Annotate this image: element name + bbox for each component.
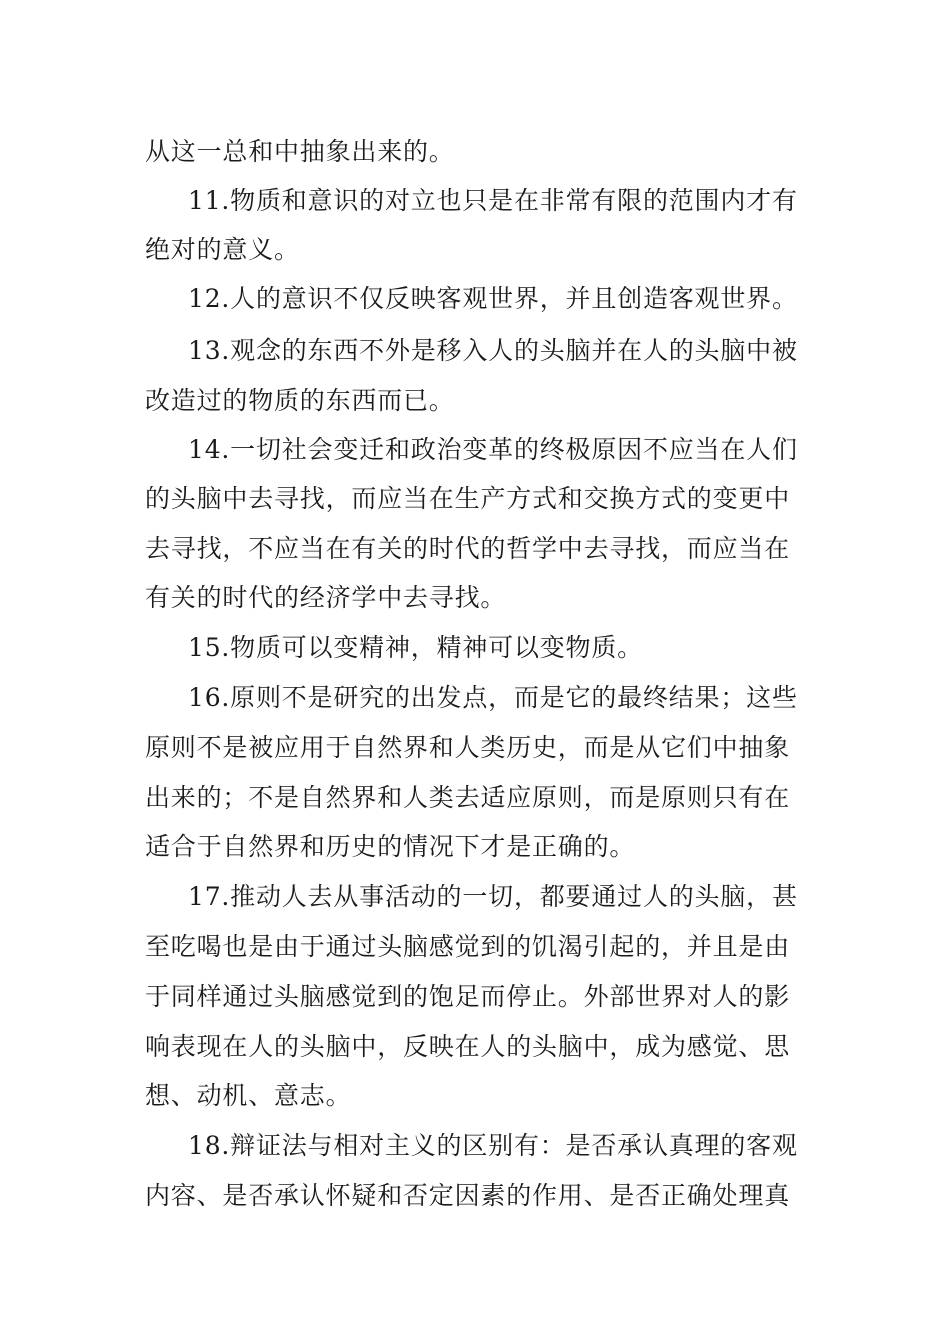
- text-line: 去寻找，不应当在有关的时代的哲学中去寻找，而应当在: [145, 534, 791, 563]
- text-line: 有关的时代的经济学中去寻找。: [145, 583, 507, 612]
- text-line: 响表现在人的头脑中，反映在人的头脑中，成为感觉、思: [145, 1032, 791, 1061]
- item-14-line: 14.一切社会变迁和政治变革的终极原因不应当在人们: [188, 435, 798, 464]
- text-line: 适合于自然界和历史的情况下才是正确的。: [145, 832, 636, 861]
- text-line: 出来的；不是自然界和人类去适应原则，而是原则只有在: [145, 783, 791, 812]
- text-line: 于同样通过头脑感觉到的饱足而停止。外部世界对人的影: [145, 982, 791, 1011]
- item-15-line: 15.物质可以变精神，精神可以变物质。: [188, 633, 643, 662]
- text-line: 至吃喝也是由于通过头脑感觉到的饥渴引起的，并且是由: [145, 932, 791, 961]
- text-line: 想、动机、意志。: [145, 1081, 352, 1110]
- text-line: 原则不是被应用于自然界和人类历史，而是从它们中抽象: [145, 733, 791, 762]
- text-line: 从这一总和中抽象出来的。: [145, 137, 455, 166]
- text-line: 绝对的意义。: [145, 235, 300, 264]
- item-16-line: 16.原则不是研究的出发点，而是它的最终结果；这些: [188, 683, 798, 712]
- item-13-line: 13.观念的东西不外是移入人的头脑并在人的头脑中被: [188, 336, 798, 365]
- text-line: 的头脑中去寻找，而应当在生产方式和交换方式的变更中: [145, 484, 791, 513]
- item-12-line: 12.人的意识不仅反映客观世界，并且创造客观世界。: [188, 284, 798, 313]
- item-17-line: 17.推动人去从事活动的一切，都要通过人的头脑，甚: [188, 882, 798, 911]
- text-line: 内容、是否承认怀疑和否定因素的作用、是否正确处理真: [145, 1181, 791, 1210]
- text-line: 改造过的物质的东西而已。: [145, 386, 455, 415]
- item-11-line: 11.物质和意识的对立也只是在非常有限的范围内才有: [188, 186, 798, 215]
- item-18-line: 18.辩证法与相对主义的区别有：是否承认真理的客观: [188, 1131, 798, 1160]
